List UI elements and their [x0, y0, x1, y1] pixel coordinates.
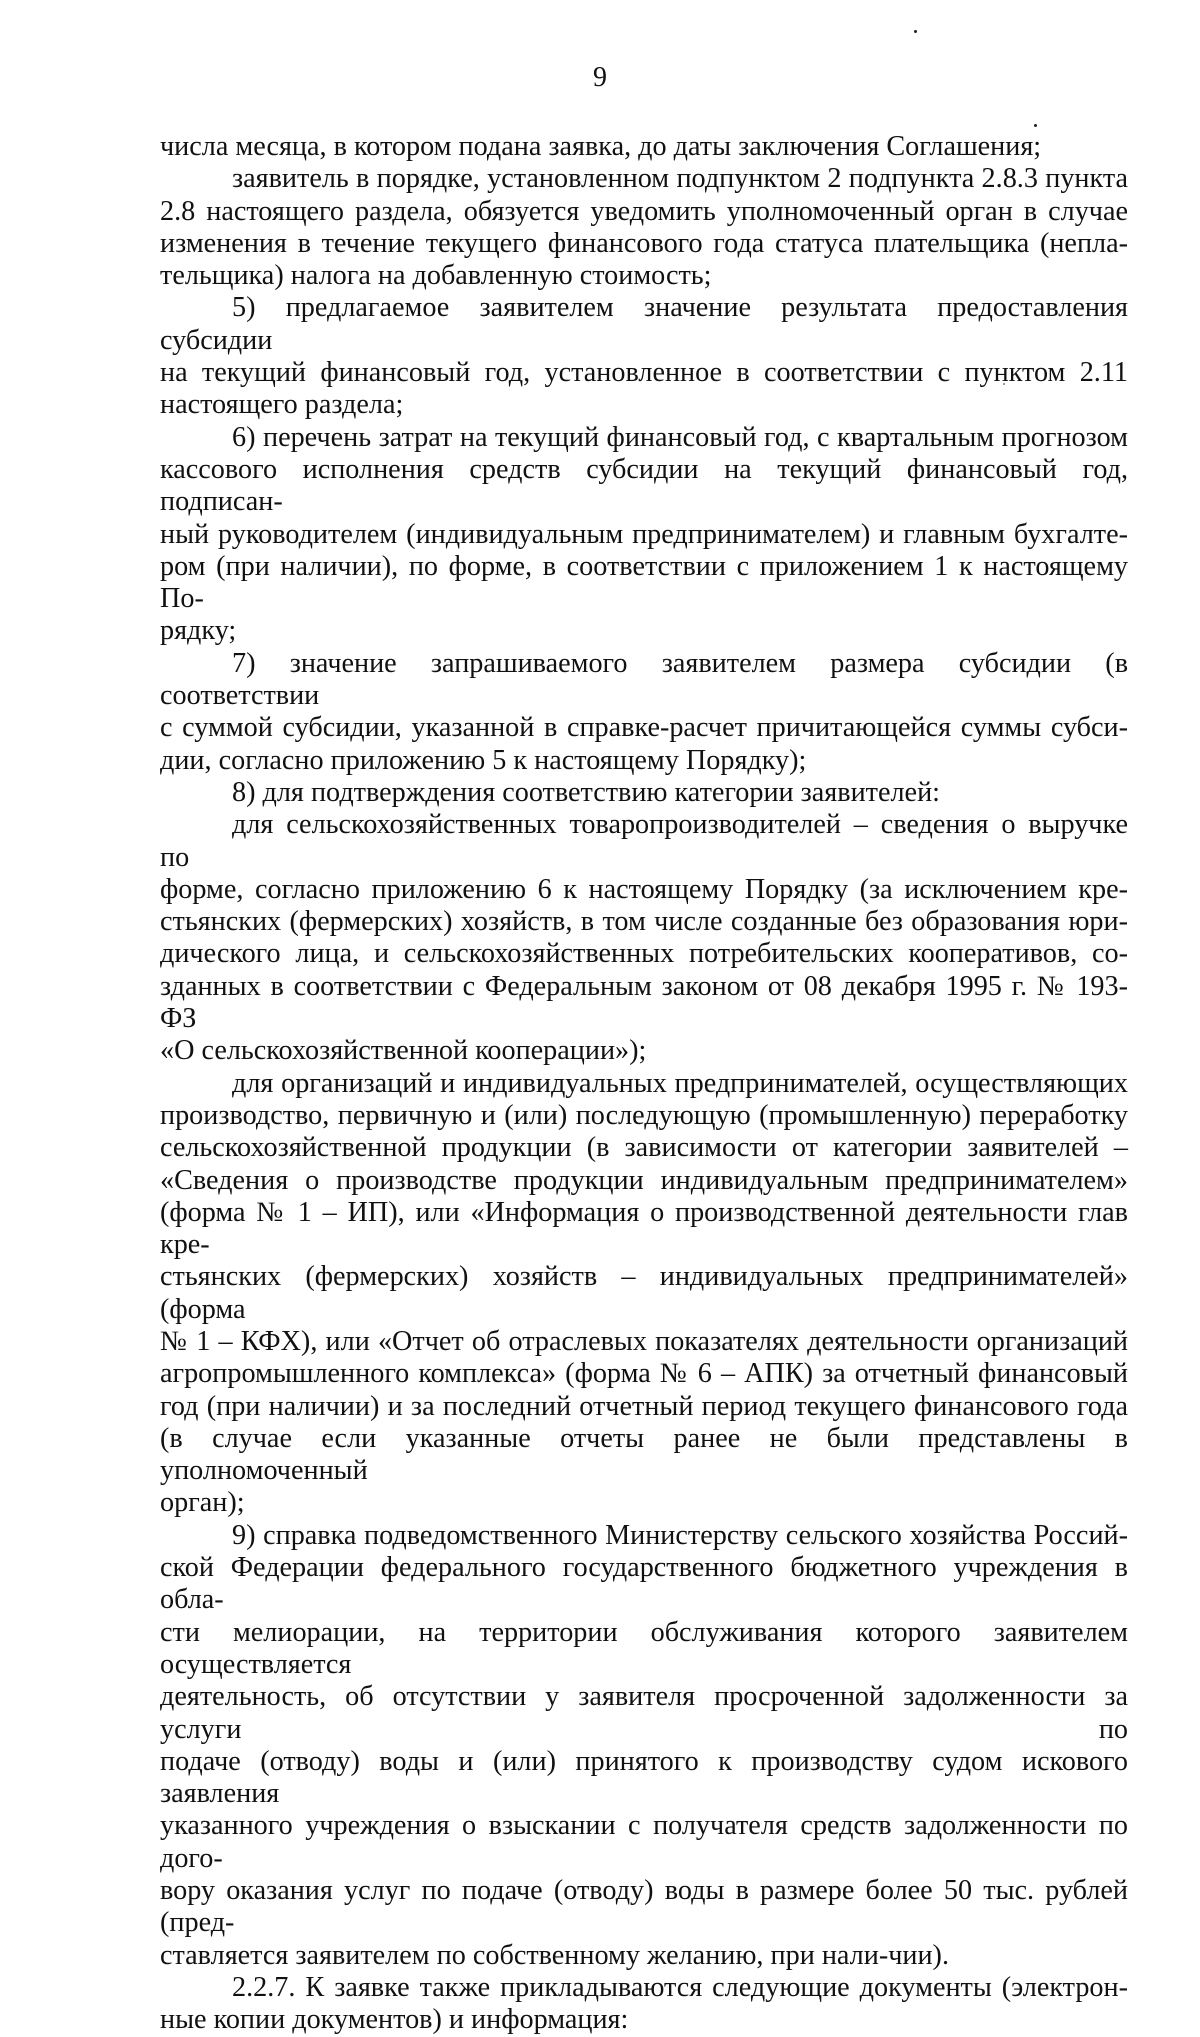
paragraph-continuation: [160, 131, 1128, 163]
text-line: сельскохозяйственной продукции (в зависимости от категории заявителей –: [160, 1132, 1128, 1164]
text-line: год (при наличии) и за последний отчетный период текущего финансового года: [160, 1390, 1128, 1422]
text-line: ные копии документов) и информация:: [160, 2004, 629, 2036]
paragraph-item-6: [160, 422, 1128, 648]
paragraph-item-5: [160, 292, 1128, 421]
text-line: 2.8 настоящего раздела, обязуется уведомить уполномоченный орган в случае: [160, 195, 1128, 227]
paragraph-item-8: [160, 777, 1128, 809]
text-line: стьянских (фермерских) хозяйств, в том числе созданные без образования юри-: [160, 906, 1128, 938]
text-line: деятельность, об отсутствии у заявителя просроченной задолженности за услуги по: [160, 1681, 1128, 1745]
text-line: «Сведения о производстве продукции индивидуальным предпринимателем»: [160, 1164, 1128, 1196]
text-line: для сельскохозяйственных товаропроизводителей – сведения о выручке по: [160, 809, 1128, 873]
text-line: настоящего раздела;: [160, 389, 404, 421]
text-line: (форма № 1 – ИП), или «Информация о производственной деятельности глав кре-: [160, 1196, 1128, 1261]
text-line: (в случае если указанные отчеты ранее не были представлены в уполномоченный: [160, 1422, 1128, 1487]
text-line: дии, согласно приложению 5 к настоящему Порядку);: [160, 744, 807, 776]
text-line: сти мелиорации, на территории обслуживания которого заявителем осуществляется: [160, 1616, 1128, 1680]
text-line: рядку;: [160, 615, 237, 647]
text-line: 5) предлагаемое заявителем значение результата предоставления субсидии: [160, 292, 1128, 356]
text-line: зданных в соответствии с Федеральным законом от 08 декабря 1995 г. № 193-ФЗ: [160, 970, 1128, 1035]
text-line: тельщика) налога на добавленную стоимость;: [160, 260, 712, 292]
text-line: «О сельскохозяйственной кооперации»);: [160, 1035, 647, 1067]
text-line: 6) перечень затрат на текущий финансовый год, с квартальным прогнозом: [232, 421, 1128, 453]
paragraph-item-7: [160, 648, 1128, 777]
text-line: для организаций и индивидуальных предпринимателей, осуществляющих: [232, 1067, 1128, 1099]
text-line: ром (при наличии), по форме, в соответствии с приложением 1 к настоящему По-: [160, 550, 1128, 615]
text-line: с суммой субсидии, указанной в справке-расчет причитающейся суммы субси-: [160, 712, 1128, 744]
text-line: заявитель в порядке, установленном подпунктом 2 подпункта 2.8.3 пункта: [232, 163, 1128, 195]
paragraph-vat-status: [160, 163, 1128, 292]
text-line: на текущий финансовый год, установленное в соответствии с пунктом 2.11: [160, 357, 1128, 389]
paragraph-2-2-7: [160, 1972, 1128, 2037]
text-line: изменения в течение текущего финансового года статуса плательщика (непла-: [160, 227, 1128, 259]
text-line: 7) значение запрашиваемого заявителем размера субсидии (в соответствии: [160, 647, 1128, 712]
text-line: форме, согласно приложению 6 к настоящему Порядку (за исключением кре-: [160, 873, 1128, 905]
page-number: 9: [593, 62, 607, 93]
text-line: подаче (отводу) воды и (или) принятого к производству судом искового заявления: [160, 1745, 1128, 1810]
scan-speck: [914, 30, 917, 33]
text-line: ставляется заявителем по собственному желанию, при нали-чии).: [160, 1939, 949, 1971]
text-line: производство, первичную и (или) последующую (промышленную) переработку: [160, 1099, 1128, 1131]
text-line: дического лица, и сельскохозяйственных потребительских кооперативов, со-: [160, 938, 1128, 970]
text-line: числа месяца, в котором подана заявка, до даты заключения Соглашения;: [160, 131, 1042, 162]
paragraph-item-9: [160, 1520, 1128, 1972]
text-line: стьянских (фермерских) хозяйств – индивидуальных предпринимателей» (форма: [160, 1261, 1128, 1325]
text-line: ской Федерации федерального государственного бюджетного учреждения в обла-: [160, 1552, 1128, 1616]
text-line: вору оказания услуг по подаче (отводу) воды в размере более 50 тыс. рублей (пред-: [160, 1875, 1128, 1939]
scan-speck: [1034, 124, 1037, 127]
text-line: ный руководителем (индивидуальным предпринимателем) и главным бухгалте-: [160, 518, 1128, 550]
text-line: агропромышленного комплекса» (форма № 6 – АПК) за отчетный финансовый: [160, 1358, 1128, 1390]
text-line: 2.2.7. К заявке также прикладываются следующие документы (электрон-: [232, 1971, 1128, 2003]
text-line: № 1 – КФХ), или «Отчет об отраслевых показателях деятельности организаций: [160, 1325, 1128, 1357]
text-line: 8) для подтверждения соответствию категории заявителей:: [232, 776, 940, 808]
text-line: указанного учреждения о взыскании с получателя средств задолженности по дого-: [160, 1810, 1128, 1874]
paragraph-processing-organizations: [160, 1068, 1128, 1520]
text-line: кассового исполнения средств субсидии на текущий финансовый год, подписан-: [160, 453, 1128, 518]
text-line: орган);: [160, 1487, 245, 1519]
text-line: 9) справка подведомственного Министерству сельского хозяйства Россий-: [232, 1519, 1128, 1551]
paragraph-agri-producers: [160, 809, 1128, 1067]
document-body: [160, 131, 1128, 2037]
